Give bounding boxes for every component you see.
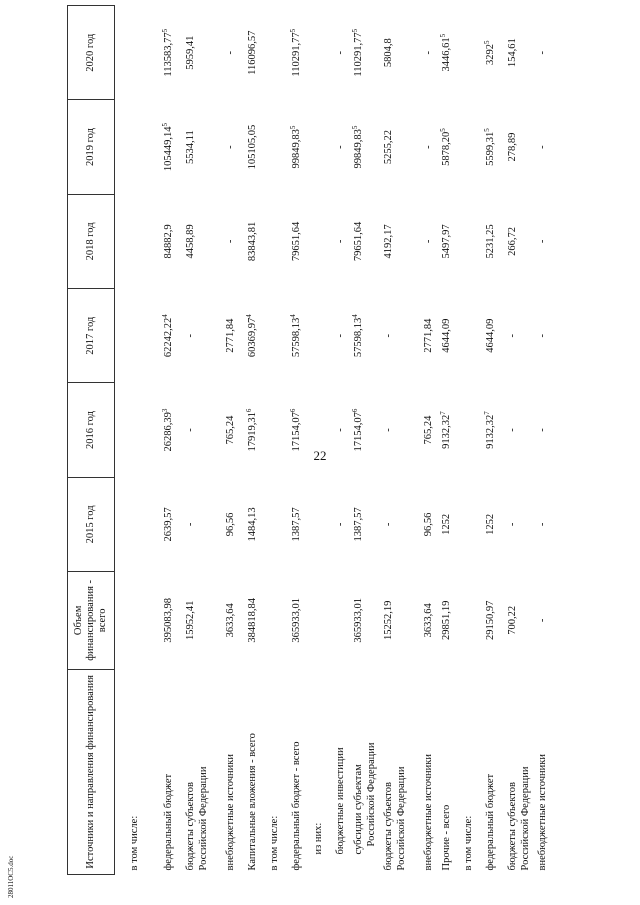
cell-2016: 26286,39$^3$: [161, 408, 174, 452]
row-label: бюджеты субъектов Российской Федерации: [383, 766, 407, 871]
table-row: [485, 6, 507, 875]
table-row: [269, 6, 291, 875]
table-row: [163, 6, 185, 875]
cell-2016: 17919,31$^6$: [245, 408, 258, 452]
cell-2019: 5599,31$^5$: [483, 128, 496, 166]
cell-2020: 5959,41: [185, 35, 196, 70]
cell-2019: 105449,14$^5$: [161, 123, 174, 172]
cell-2020: 3446,61$^5$: [439, 33, 452, 72]
cell-total: 384818,84: [247, 598, 258, 643]
cell-2017: -: [537, 333, 548, 338]
cell-2015: -: [507, 522, 518, 527]
cell-2015: -: [335, 522, 346, 527]
financing-table: [67, 5, 559, 875]
cell-2018: 5231,25: [485, 224, 496, 259]
cell-2019: 5255,22: [383, 130, 394, 165]
header-2015: 2015 год: [68, 477, 115, 571]
cell-total: 3633,64: [423, 603, 434, 638]
cell-2017: -: [335, 333, 346, 338]
cell-2019: 99849,83$^5$: [289, 125, 302, 169]
cell-2017: -: [383, 333, 394, 338]
cell-2018: 4192,17: [383, 224, 394, 259]
cell-2020: 110291,77$^5$: [289, 28, 302, 77]
cell-2015: -: [383, 522, 394, 527]
row-label: Прочие - всего: [441, 804, 452, 871]
cell-2020: 5804,8: [383, 38, 394, 68]
cell-2018: 4458,89: [185, 224, 196, 259]
cell-2018: -: [537, 239, 548, 244]
cell-2020: -: [423, 50, 434, 55]
row-label: федеральный бюджет - всего: [291, 741, 302, 871]
table-row: [313, 6, 335, 875]
cell-2018: -: [423, 239, 434, 244]
cell-2015: -: [185, 522, 196, 527]
cell-2015: 1387,57: [291, 507, 302, 542]
table-row: [463, 6, 485, 875]
cell-2015: 96,56: [225, 512, 236, 537]
row-label: внебюджетные источники: [423, 753, 434, 871]
table-row: [441, 6, 463, 875]
table-row: [247, 6, 269, 875]
table-row: [225, 6, 247, 875]
cell-2019: 105105,05: [247, 124, 258, 170]
row-label: федеральный бюджет: [485, 773, 496, 871]
cell-2019: -: [537, 145, 548, 149]
cell-2020: -: [537, 50, 548, 55]
table-row: [291, 6, 313, 875]
cell-2016: -: [537, 428, 548, 432]
row-label: федеральный бюджет: [163, 773, 174, 871]
row-label: внебюджетные источники: [225, 753, 236, 871]
row-label: Капитальные вложения - всего: [247, 733, 258, 871]
page-number: 22: [313, 448, 327, 463]
cell-total: 3633,64: [225, 603, 236, 638]
cell-2016: 17154,07$^6$: [289, 408, 302, 452]
cell-2018: 83843,81: [247, 221, 258, 262]
cell-2016: -: [383, 428, 394, 432]
cell-2017: 4644,09: [441, 318, 452, 353]
row-label: в том числе:: [463, 815, 474, 871]
footer-file-code: 28011OC5.doc: [7, 855, 15, 898]
cell-2016: 17154,07$^6$: [351, 408, 364, 452]
cell-2020: 113583,77$^5$: [161, 28, 174, 77]
cell-2015: 2639,57: [163, 507, 174, 542]
cell-2018: 84882,9: [163, 224, 174, 259]
rotated-page-content: [67, 5, 587, 875]
cell-2015: 1252: [441, 513, 452, 535]
cell-total: 395083,98: [163, 598, 174, 643]
cell-2016: 9132,32$^7$: [439, 411, 452, 449]
cell-2017: 4644,09: [485, 318, 496, 353]
row-label: бюджеты субъектов Российской Федерации: [185, 766, 209, 871]
table-row: [115, 6, 164, 875]
cell-2020: 110291,77$^5$: [351, 28, 364, 77]
cell-2016: 765,24: [423, 415, 434, 445]
cell-2019: 5878,20$^5$: [439, 128, 452, 166]
cell-2016: 765,24: [225, 415, 236, 445]
cell-2018: 79651,64: [291, 221, 302, 262]
row-label: в том числе:: [129, 815, 140, 871]
table-row: [383, 6, 423, 875]
cell-2016: 9132,32$^7$: [483, 411, 496, 449]
cell-2016: -: [335, 428, 346, 432]
cell-2017: 2771,84: [423, 318, 434, 353]
cell-2018: 266,72: [507, 226, 518, 256]
row-label: бюджетные инвестиции: [335, 747, 346, 855]
row-label: в том числе:: [269, 815, 280, 871]
cell-2018: 79651,64: [353, 221, 364, 262]
cell-2019: -: [225, 145, 236, 149]
cell-total: 700,22: [507, 605, 518, 635]
row-label: бюджеты субъектов Российской Федерации: [507, 766, 531, 871]
cell-2015: 1387,57: [353, 507, 364, 542]
cell-2016: -: [185, 428, 196, 432]
cell-2018: -: [225, 239, 236, 244]
header-2019: 2019 год: [68, 100, 115, 194]
cell-total: 29851,19: [441, 600, 452, 641]
cell-2019: -: [335, 145, 346, 149]
cell-2018: -: [335, 239, 346, 244]
row-label: внебюджетные источники: [537, 753, 548, 871]
cell-total: 29150,97: [485, 600, 496, 641]
cell-2020: 116096,57: [247, 30, 258, 75]
cell-2016: -: [507, 428, 518, 432]
cell-2015: 1484,13: [247, 507, 258, 542]
cell-2017: 57598,13$^4$: [289, 314, 302, 358]
cell-2015: 1252: [485, 513, 496, 535]
cell-2019: 278,89: [507, 132, 518, 162]
cell-2018: 5497,97: [441, 224, 452, 259]
header-2020: 2020 год: [68, 6, 115, 100]
cell-2017: -: [507, 333, 518, 338]
cell-total: 365933,01: [291, 598, 302, 643]
cell-2017: 62242,22$^4$: [161, 314, 174, 358]
cell-2019: 5534,11: [185, 130, 196, 164]
header-source: Источники и направления финансирования: [68, 669, 115, 874]
cell-2020: 154,61: [507, 38, 518, 68]
cell-2020: -: [335, 50, 346, 55]
header-2017: 2017 год: [68, 289, 115, 383]
header-2016: 2016 год: [68, 383, 115, 477]
cell-2017: 57598,13$^4$: [351, 314, 364, 358]
table-row: [507, 6, 537, 875]
cell-total: 365933,01: [353, 598, 364, 643]
cell-2020: -: [225, 50, 236, 55]
row-label: субсидии субъектам Российской Федерации: [353, 742, 377, 855]
table-header-row: [68, 6, 115, 875]
cell-2015: -: [537, 522, 548, 527]
cell-2017: 2771,84: [225, 318, 236, 353]
cell-total: 15252,19: [383, 600, 394, 641]
header-total: Объем финансирования - всего: [68, 572, 115, 670]
cell-2017: -: [185, 333, 196, 338]
header-2018: 2018 год: [68, 194, 115, 288]
cell-2015: 96,56: [423, 512, 434, 537]
table-row: [185, 6, 225, 875]
cell-2019: -: [423, 145, 434, 149]
table-row: [423, 6, 441, 875]
cell-2020: 3292$^5$: [483, 40, 496, 65]
cell-total: -: [537, 618, 548, 623]
cell-2017: 60369,97$^4$: [245, 314, 258, 358]
table-row: [537, 6, 559, 875]
row-label: из них:: [313, 822, 324, 855]
cell-total: [335, 572, 353, 670]
table-row: [353, 6, 383, 875]
table-row: [335, 6, 353, 875]
cell-total: 15952,41: [185, 600, 196, 641]
cell-2019: 99849,83$^5$: [351, 125, 364, 169]
